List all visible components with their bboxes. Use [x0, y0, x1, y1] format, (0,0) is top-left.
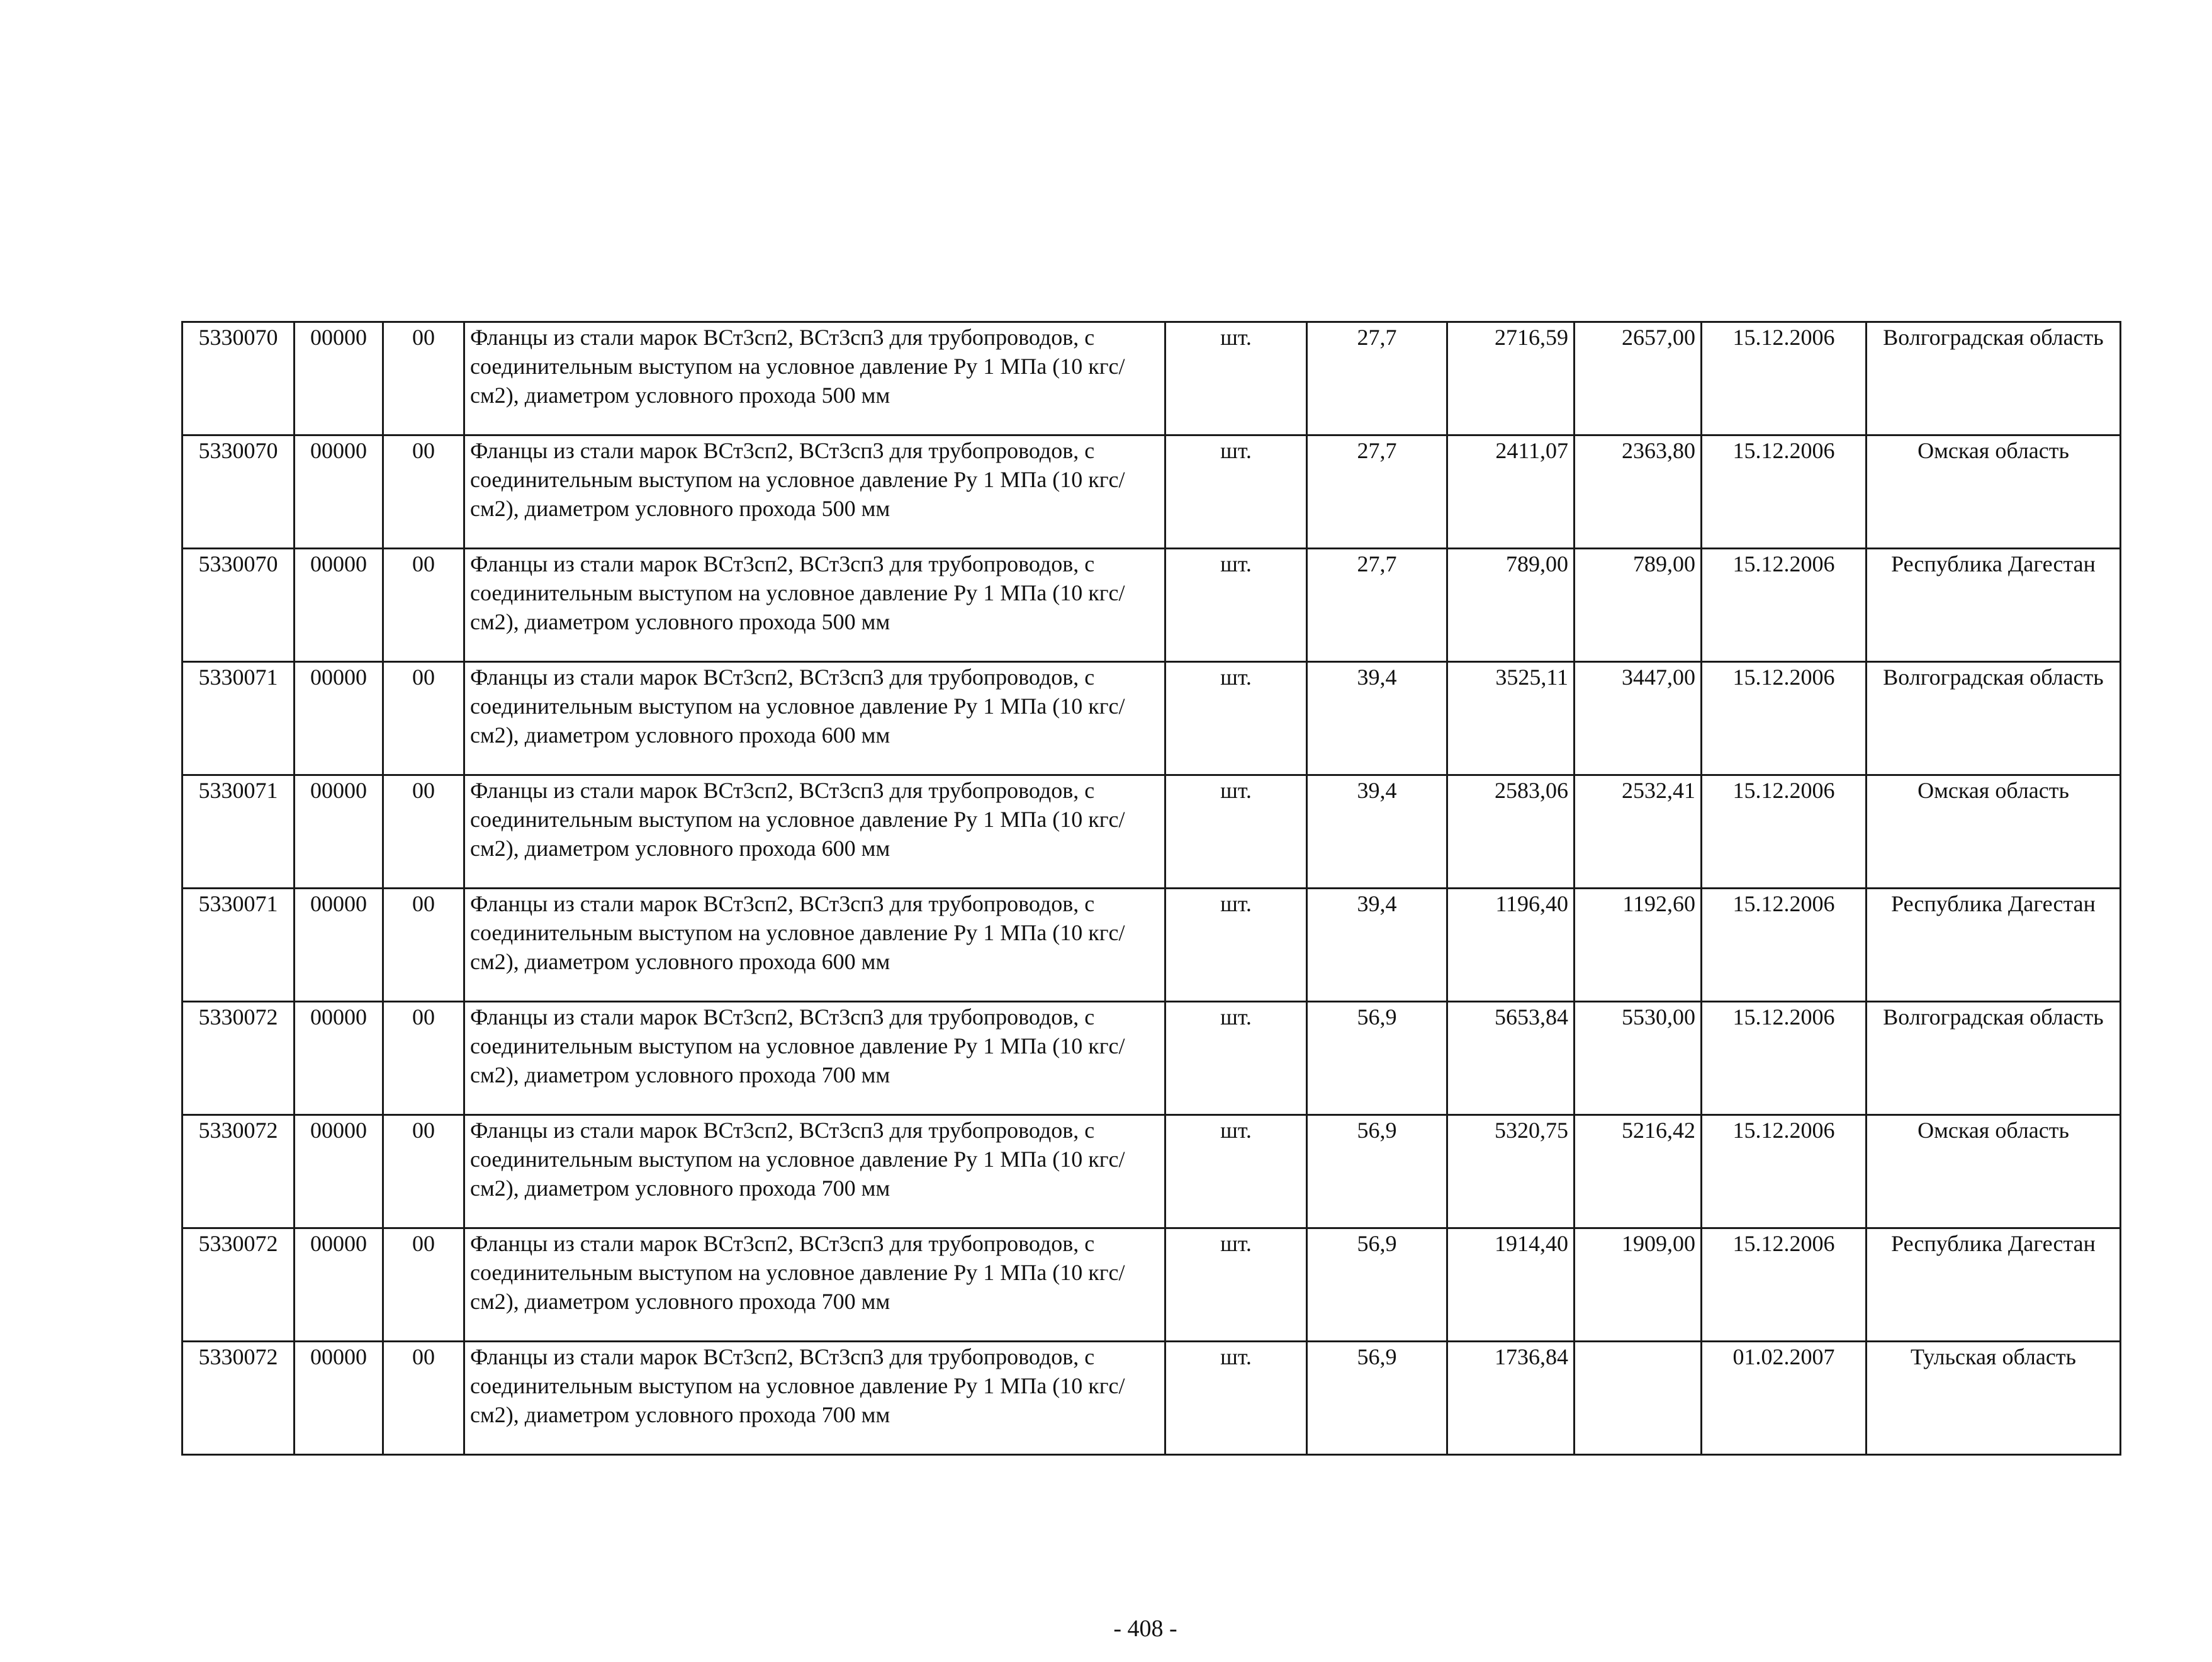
subcode-cell: 00000: [295, 775, 383, 889]
weight-cell: 39,4: [1307, 775, 1447, 889]
price-cell: 1909,00: [1575, 1228, 1702, 1342]
price-cell: 2657,00: [1575, 322, 1702, 435]
subcode-cell: 00000: [295, 322, 383, 435]
price-cell: 789,00: [1575, 549, 1702, 662]
suffix-cell: 00: [383, 435, 464, 549]
price-with-delivery-cell: 1736,84: [1447, 1342, 1575, 1455]
price-cell: 1192,60: [1575, 889, 1702, 1002]
price-cell: 3447,00: [1575, 662, 1702, 775]
region-cell: Омская область: [1867, 1115, 2121, 1228]
date-cell: 15.12.2006: [1702, 322, 1867, 435]
suffix-cell: 00: [383, 1002, 464, 1115]
price-cell: 5530,00: [1575, 1002, 1702, 1115]
table-row: [182, 1002, 2121, 1115]
subcode-cell: 00000: [295, 1228, 383, 1342]
suffix-cell: 00: [383, 322, 464, 435]
material-code-cell: 5330070: [182, 322, 295, 435]
unit-cell: шт.: [1165, 889, 1307, 1002]
price-cell: [1575, 1342, 1702, 1455]
price-with-delivery-cell: 1196,40: [1447, 889, 1575, 1002]
weight-cell: 56,9: [1307, 1228, 1447, 1342]
region-cell: Республика Дагестан: [1867, 889, 2121, 1002]
region-cell: Волгоградская область: [1867, 662, 2121, 775]
date-cell: 15.12.2006: [1702, 1002, 1867, 1115]
suffix-cell: 00: [383, 1115, 464, 1228]
date-cell: 15.12.2006: [1702, 889, 1867, 1002]
material-name-cell: Фланцы из стали марок ВСт3сп2, ВСт3сп3 для трубопроводов, с соединительным выступом на условное давление Ру 1 МПа (10 кгс/см2), диаметром условного прохода 600 мм: [464, 889, 1165, 1002]
table-row: [182, 322, 2121, 435]
weight-cell: 56,9: [1307, 1342, 1447, 1455]
price-with-delivery-cell: 3525,11: [1447, 662, 1575, 775]
subcode-cell: 00000: [295, 1115, 383, 1228]
subcode-cell: 00000: [295, 889, 383, 1002]
date-cell: 15.12.2006: [1702, 1228, 1867, 1342]
material-code-cell: 5330070: [182, 549, 295, 662]
material-code-cell: 5330072: [182, 1228, 295, 1342]
weight-cell: 39,4: [1307, 889, 1447, 1002]
price-with-delivery-cell: 789,00: [1447, 549, 1575, 662]
material-code-cell: 5330071: [182, 889, 295, 1002]
region-cell: Волгоградская область: [1867, 322, 2121, 435]
table-row: [182, 1342, 2121, 1455]
material-name-cell: Фланцы из стали марок ВСт3сп2, ВСт3сп3 для трубопроводов, с соединительным выступом на условное давление Ру 1 МПа (10 кгс/см2), диаметром условного прохода 600 мм: [464, 662, 1165, 775]
unit-cell: шт.: [1165, 775, 1307, 889]
date-cell: 15.12.2006: [1702, 549, 1867, 662]
table-row: [182, 549, 2121, 662]
suffix-cell: 00: [383, 1342, 464, 1455]
unit-cell: шт.: [1165, 435, 1307, 549]
suffix-cell: 00: [383, 889, 464, 1002]
table-row: [182, 435, 2121, 549]
table-body: [182, 322, 2121, 1455]
price-with-delivery-cell: 2411,07: [1447, 435, 1575, 549]
date-cell: 15.12.2006: [1702, 662, 1867, 775]
weight-cell: 39,4: [1307, 662, 1447, 775]
unit-cell: шт.: [1165, 322, 1307, 435]
price-table: [181, 321, 2121, 1456]
material-name-cell: Фланцы из стали марок ВСт3сп2, ВСт3сп3 для трубопроводов, с соединительным выступом на условное давление Ру 1 МПа (10 кгс/см2), диаметром условного прохода 700 мм: [464, 1228, 1165, 1342]
price-with-delivery-cell: 5653,84: [1447, 1002, 1575, 1115]
price-with-delivery-cell: 2716,59: [1447, 322, 1575, 435]
material-name-cell: Фланцы из стали марок ВСт3сп2, ВСт3сп3 для трубопроводов, с соединительным выступом на условное давление Ру 1 МПа (10 кгс/см2), диаметром условного прохода 500 мм: [464, 549, 1165, 662]
price-with-delivery-cell: 1914,40: [1447, 1228, 1575, 1342]
price-cell: 2363,80: [1575, 435, 1702, 549]
price-with-delivery-cell: 2583,06: [1447, 775, 1575, 889]
material-code-cell: 5330072: [182, 1342, 295, 1455]
material-name-cell: Фланцы из стали марок ВСт3сп2, ВСт3сп3 для трубопроводов, с соединительным выступом на условное давление Ру 1 МПа (10 кгс/см2), диаметром условного прохода 500 мм: [464, 322, 1165, 435]
material-code-cell: 5330070: [182, 435, 295, 549]
region-cell: Республика Дагестан: [1867, 549, 2121, 662]
date-cell: 15.12.2006: [1702, 435, 1867, 549]
price-cell: 2532,41: [1575, 775, 1702, 889]
page-number: - 408 -: [1113, 1615, 1177, 1642]
unit-cell: шт.: [1165, 1115, 1307, 1228]
material-code-cell: 5330072: [182, 1002, 295, 1115]
material-name-cell: Фланцы из стали марок ВСт3сп2, ВСт3сп3 для трубопроводов, с соединительным выступом на условное давление Ру 1 МПа (10 кгс/см2), диаметром условного прохода 700 мм: [464, 1002, 1165, 1115]
suffix-cell: 00: [383, 1228, 464, 1342]
date-cell: 01.02.2007: [1702, 1342, 1867, 1455]
price-with-delivery-cell: 5320,75: [1447, 1115, 1575, 1228]
price-cell: 5216,42: [1575, 1115, 1702, 1228]
weight-cell: 56,9: [1307, 1002, 1447, 1115]
material-name-cell: Фланцы из стали марок ВСт3сп2, ВСт3сп3 для трубопроводов, с соединительным выступом на условное давление Ру 1 МПа (10 кгс/см2), диаметром условного прохода 500 мм: [464, 435, 1165, 549]
unit-cell: шт.: [1165, 1002, 1307, 1115]
weight-cell: 27,7: [1307, 549, 1447, 662]
suffix-cell: 00: [383, 549, 464, 662]
date-cell: 15.12.2006: [1702, 1115, 1867, 1228]
subcode-cell: 00000: [295, 435, 383, 549]
subcode-cell: 00000: [295, 662, 383, 775]
table-row: [182, 775, 2121, 889]
unit-cell: шт.: [1165, 549, 1307, 662]
suffix-cell: 00: [383, 775, 464, 889]
region-cell: Волгоградская область: [1867, 1002, 2121, 1115]
subcode-cell: 00000: [295, 1342, 383, 1455]
region-cell: Омская область: [1867, 775, 2121, 889]
material-code-cell: 5330072: [182, 1115, 295, 1228]
weight-cell: 27,7: [1307, 322, 1447, 435]
weight-cell: 27,7: [1307, 435, 1447, 549]
table-row: [182, 1115, 2121, 1228]
unit-cell: шт.: [1165, 1342, 1307, 1455]
unit-cell: шт.: [1165, 662, 1307, 775]
suffix-cell: 00: [383, 662, 464, 775]
subcode-cell: 00000: [295, 549, 383, 662]
subcode-cell: 00000: [295, 1002, 383, 1115]
region-cell: Омская область: [1867, 435, 2121, 549]
region-cell: Республика Дагестан: [1867, 1228, 2121, 1342]
material-name-cell: Фланцы из стали марок ВСт3сп2, ВСт3сп3 для трубопроводов, с соединительным выступом на условное давление Ру 1 МПа (10 кгс/см2), диаметром условного прохода 600 мм: [464, 775, 1165, 889]
material-code-cell: 5330071: [182, 775, 295, 889]
unit-cell: шт.: [1165, 1228, 1307, 1342]
table-row: [182, 662, 2121, 775]
material-code-cell: 5330071: [182, 662, 295, 775]
material-name-cell: Фланцы из стали марок ВСт3сп2, ВСт3сп3 для трубопроводов, с соединительным выступом на условное давление Ру 1 МПа (10 кгс/см2), диаметром условного прохода 700 мм: [464, 1342, 1165, 1455]
date-cell: 15.12.2006: [1702, 775, 1867, 889]
table-row: [182, 1228, 2121, 1342]
table-row: [182, 889, 2121, 1002]
material-name-cell: Фланцы из стали марок ВСт3сп2, ВСт3сп3 для трубопроводов, с соединительным выступом на условное давление Ру 1 МПа (10 кгс/см2), диаметром условного прохода 700 мм: [464, 1115, 1165, 1228]
weight-cell: 56,9: [1307, 1115, 1447, 1228]
region-cell: Тульская область: [1867, 1342, 2121, 1455]
